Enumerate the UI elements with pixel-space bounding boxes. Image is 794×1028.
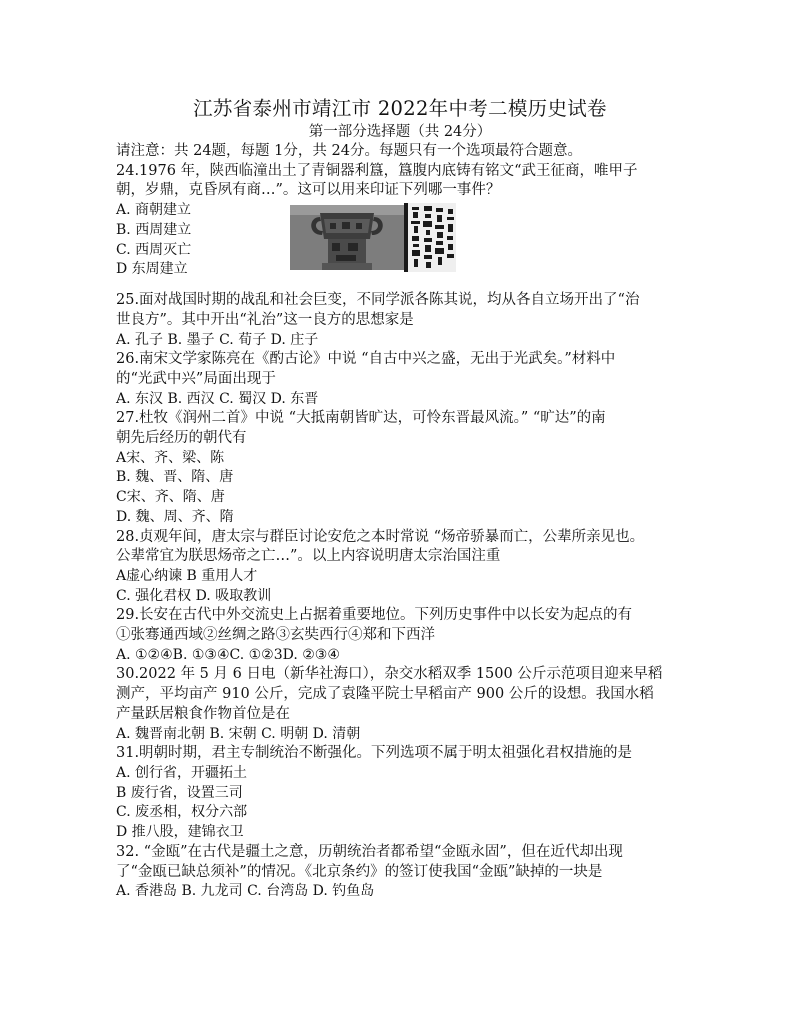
option-c: C. 西周灭亡 (116, 241, 192, 258)
question-27 (116, 409, 684, 527)
question-text-line: 32. “金瓯”在古代是疆土之意，历朝统治者都希望“金瓯永固”，但在近代却出现 (116, 843, 623, 860)
option-line: A. 东汉 B. 西汉 C. 蜀汉 D. 东晋 (116, 390, 319, 407)
exam-title: 江苏省泰州市靖江市 2022年中考二模历史试卷 (193, 97, 607, 120)
question-text-line: 25.面对战国时期的战乱和社会巨变，不同学派各陈其说，均从各自立场开出了“治 (116, 292, 640, 309)
question-text-line: 朝先后经历的朝代有 (116, 430, 247, 447)
option-b: B. 魏、晋、隋、唐 (116, 469, 234, 486)
option-line: A. ①②④B. ①③④C. ①②3D. ②③④ (116, 646, 340, 663)
option-d: D. 魏、周、齐、隋 (116, 508, 234, 525)
bronze-gui-vessel-icon (290, 205, 404, 270)
question-text-line: 测产，平均亩产 910 公斤，完成了袁隆平院士早稻亩产 900 公斤的设想。我国水稻 (116, 686, 654, 703)
question-text-line: ①张骞通西域②丝绸之路③玄奘西行④郑和下西洋 (116, 627, 435, 644)
question-text-line: 28.贞观年间，唐太宗与群臣讨论安危之本时常说 “炀帝骄暴而亡，公辈所亲见也。 (116, 528, 645, 545)
option-b: B. 西周建立 (116, 221, 192, 238)
question-30 (116, 665, 684, 744)
question-text-line: 产量跃居粮食作物首位是在 (116, 705, 290, 722)
option-line: A虚心纳谏 B 重用人才 (116, 567, 258, 584)
question-text-line: 了“金瓯已缺总须补”的情况。《北京条约》的签订使我国“金瓯”缺掉的一块是 (116, 863, 603, 880)
question-text-line: 的“光武中兴”局面出现于 (116, 370, 276, 387)
bronze-gui-vessel-photo (290, 205, 404, 270)
question-text-line: 朝，岁鼎，克昏夙有商…”。这可以用来印证下列哪一事件？ (116, 182, 501, 199)
option-line: C. 强化君权 D. 吸取教训 (116, 587, 272, 604)
option-d: D 东周建立 (116, 261, 188, 278)
question-text-line: 26.南宋文学家陈亮在《酌古论》中说 “自古中兴之盛，无出于光武矣。”材料中 (116, 351, 616, 368)
section-subtitle: 第一部分选择题（共 24分） (308, 124, 492, 140)
option-a: A宋、齐、梁、陈 (116, 449, 225, 466)
spacer (116, 282, 684, 291)
question-24-body (116, 201, 684, 282)
option-c: C. 废丞相，权分六部 (116, 804, 248, 821)
inscription-rubbing-icon (404, 203, 456, 272)
question-text-line: 31.明朝时期，君主专制统治不断强化。下列选项不属于明太祖强化君权措施的是 (116, 745, 633, 762)
option-line: A. 香港岛 B. 九龙司 C. 台湾岛 D. 钓鱼岛 (116, 883, 375, 900)
question-text-line: 世良方”。其中开出“礼治”这一良方的思想家是 (116, 311, 414, 328)
option-line: A. 孔子 B. 墨子 C. 荀子 D. 庄子 (116, 331, 319, 348)
question-32 (116, 843, 684, 902)
question-26 (116, 350, 684, 409)
option-c: C宋、齐、隋、唐 (116, 489, 225, 506)
question-31 (116, 744, 684, 843)
option-list (116, 201, 191, 280)
question-text-line: 24.1976 年，陕西临潼出土了青铜器利簋，簋腹内底铸有铭文“武王征商，唯甲子 (116, 162, 638, 179)
question-text-line: 27.杜牧《润州二首》中说 “大抵南朝皆旷达，可怜东晋最风流。” “旷达”的南 (116, 410, 606, 427)
option-a: A. 创行省，开疆拓土 (116, 764, 248, 781)
inscription-rubbing-image (404, 203, 456, 272)
question-25 (116, 291, 684, 350)
option-a: A. 商朝建立 (116, 202, 192, 219)
exam-notice: 请注意：共 24题，每题 1分，共 24分。每题只有一个选项最符合题意。 (116, 143, 582, 159)
option-b: B 废行省，设置三司 (116, 784, 243, 801)
option-d: D 推八股，建锦衣卫 (116, 824, 244, 841)
question-text-line: 30.2022 年 5 月 6 日电（新华社海口），杂交水稻双季 1500 公斤示范项目迎来早稻 (116, 666, 663, 683)
question-24 (116, 162, 684, 282)
question-29 (116, 606, 684, 665)
exam-page (116, 96, 684, 902)
question-28 (116, 528, 684, 607)
option-line: A. 魏晋南北朝 B. 宋朝 C. 明朝 D. 清朝 (116, 725, 361, 742)
question-text-line: 公辈常宜为朕思炀帝之亡…”。以上内容说明唐太宗治国注重 (116, 548, 501, 565)
question-text-line: 29.长安在古代中外交流史上占据着重要地位。下列历史事件中以长安为起点的有 (116, 607, 633, 624)
